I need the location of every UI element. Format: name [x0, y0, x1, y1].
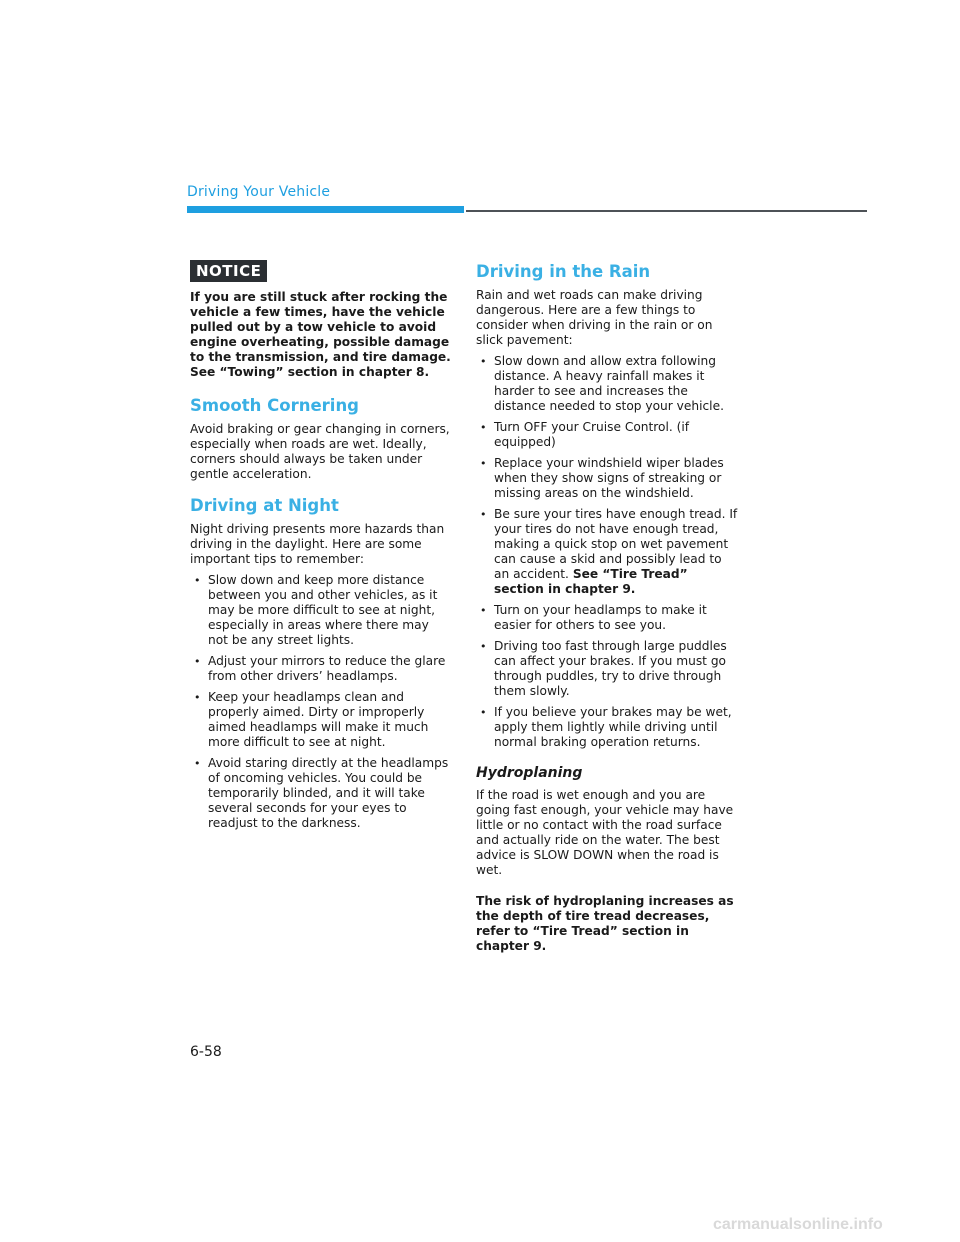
header-title: Driving Your Vehicle: [187, 184, 331, 200]
section-title: Smooth Cornering: [190, 396, 359, 415]
notice-text: If you are still stuck after rocking the vehicle a few times, have the vehicle pulled out by a tow vehicle to avoid engine overheating, possible damage to the transmission, and tire damage. See “Towing” section in chapter 8.: [190, 290, 451, 379]
watermark: carmanualsonline.info: [713, 1216, 883, 1233]
bullet-list: [476, 354, 738, 750]
cross-reference: See “Tire Tread” section in chapter 9.: [494, 567, 688, 596]
header-rule: [466, 210, 867, 212]
section-title: Driving at Night: [190, 496, 339, 515]
list-item: • Driving too fast through large puddles can affect your brakes. If you must go through puddles, try to drive through them slowly.: [476, 639, 738, 699]
section-body: Avoid braking or gear changing in corners, especially when roads are wet. Ideally, corners should always be taken under gentle acceleration.: [190, 422, 450, 481]
list-item-text: Be sure your tires have enough tread. If your tires do not have enough tread, making a quick stop on wet pavement can cause a skid and possibly lead to an accident.: [494, 507, 738, 581]
notice-label: NOTICE: [190, 260, 267, 282]
section-intro: Rain and wet roads can make driving dangerous. Here are a few things to consider when driving in the rain or on slick pavement:: [476, 288, 713, 347]
list-item: • Slow down and keep more distance between you and other vehicles, as it may be more difficult to see at night, especially in areas where there may not be any street lights.: [190, 573, 452, 648]
subsection-body: If the road is wet enough and you are going fast enough, your vehicle may have little or no contact with the road surface and actually ride on the water. The best advice is SLOW DOWN when the road is wet.: [476, 788, 734, 877]
section-title: Driving in the Rain: [476, 262, 651, 281]
header-rule-accent: [187, 206, 464, 213]
left-column: [190, 260, 452, 845]
list-item: • Adjust your mirrors to reduce the glare from other drivers’ headlamps.: [190, 654, 452, 684]
section-driving-in-rain: [476, 262, 738, 750]
list-item: • Avoid staring directly at the headlamps of oncoming vehicles. You could be temporarily blinded, and it will take several seconds for your eyes to readjust to the darkness.: [190, 756, 452, 831]
list-item: • Slow down and allow extra following distance. A heavy rainfall makes it harder to see and increases the distance needed to stop your vehicle.: [476, 354, 738, 414]
section-hydroplaning: [476, 764, 738, 954]
list-item: • Turn on your headlamps to make it easier for others to see you.: [476, 603, 738, 633]
page-number: 6-58: [190, 1044, 222, 1060]
list-item: • Replace your windshield wiper blades when they show signs of streaking or missing areas on the windshield.: [476, 456, 738, 501]
hydroplaning-note: The risk of hydroplaning increases as the depth of tire tread decreases, refer to “Tire Tread” section in chapter 9.: [476, 894, 734, 953]
list-item: • Keep your headlamps clean and properly aimed. Dirty or improperly aimed headlamps will make it much more difficult to see at night.: [190, 690, 452, 750]
bullet-list: [190, 573, 452, 831]
right-column: [476, 262, 738, 968]
section-smooth-cornering: [190, 396, 452, 482]
list-item: • If you believe your brakes may be wet, apply them lightly while driving until normal braking operation returns.: [476, 705, 738, 750]
section-driving-at-night: [190, 496, 452, 831]
subsection-title: Hydroplaning: [476, 765, 583, 781]
section-intro: Night driving presents more hazards than driving in the daylight. Here are some important tips to remember:: [190, 522, 445, 566]
list-item: [476, 507, 738, 597]
list-item: • Turn OFF your Cruise Control. (if equipped): [476, 420, 738, 450]
